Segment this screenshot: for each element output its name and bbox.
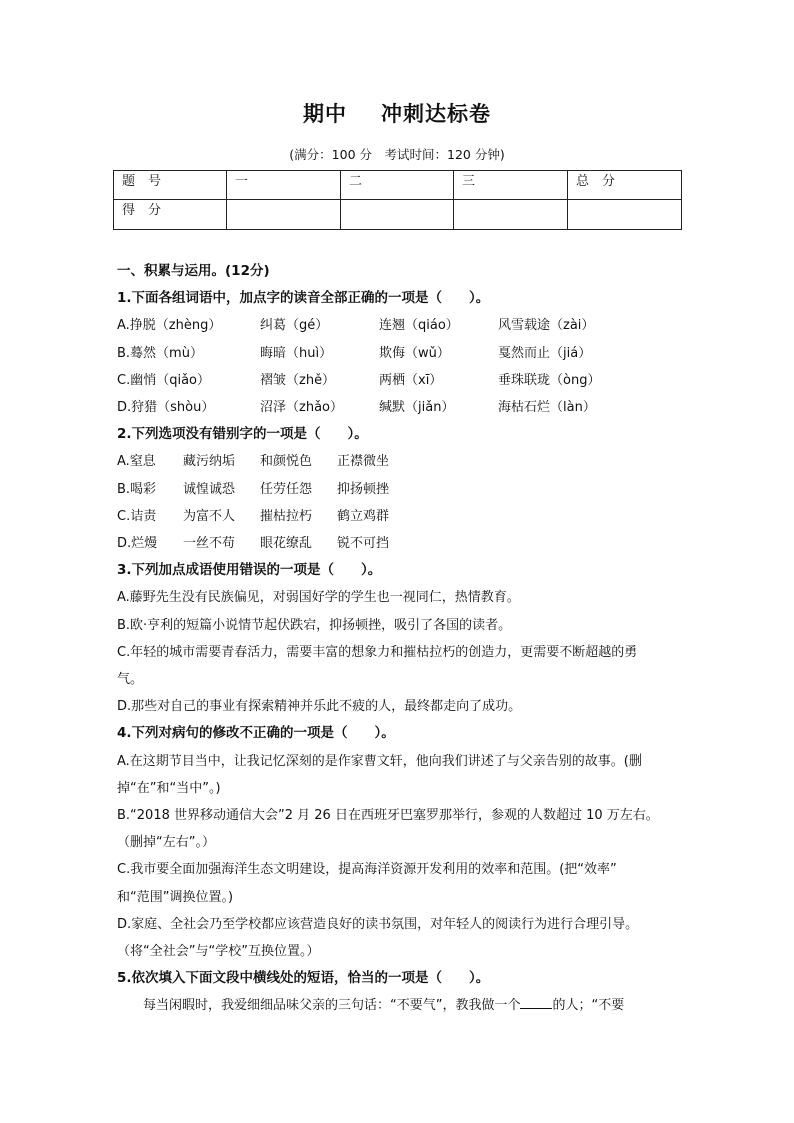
question-1-stem: 1.下面各组词语中，加点字的读音全部正确的一项是（ ）。 (117, 290, 490, 307)
option-word: C.诘责 (117, 508, 157, 524)
question-4-option-a-line-1: A.在这期节目当中，让我记忆深刻的是作家曹文轩，他向我们讲述了与父亲告别的故事。(删 (117, 753, 642, 769)
option-word: 风雪载途（zài） (498, 318, 595, 334)
question-4-option-b-line-2: （删掉“左右”。） (117, 835, 215, 851)
question-1-option-a (117, 312, 687, 339)
option-word: 戛然而止（jiá） (498, 345, 592, 361)
question-2-stem: 2.下列选项没有错别字的一项是（ ）。 (117, 426, 368, 443)
question-1-option-c (117, 367, 687, 394)
question-3-stem: 3.下列加点成语使用错误的一项是（ ）。 (117, 562, 382, 579)
question-4-option-d-line-2: （将“全社会”与“学校”互换位置。） (117, 943, 320, 959)
option-word: 眼花缭乱 (260, 535, 313, 551)
question-4-stem: 4.下列对病句的修改不正确的一项是（ ）。 (117, 725, 395, 742)
option-word: A.挣脱（zhèng） (117, 318, 222, 334)
score-table-header-row (114, 171, 682, 200)
option-word: 垂珠联珑（òng） (498, 372, 601, 388)
exam-title-part-b: 冲刺达标卷 (381, 101, 491, 126)
option-word: 一丝不苟 (183, 535, 236, 551)
exam-subtitle: (满分：100 分 考试时间：120 分钟) (289, 147, 505, 162)
score-cell-part-1: 一 (227, 171, 341, 200)
score-cell-score-label: 得 分 (114, 200, 227, 230)
question-3-option-a: A.藤野先生没有民族偏见，对弱国好学的学生也一视同仁，热情教育。 (117, 590, 520, 606)
option-word: C.幽悄（qiǎo） (117, 372, 210, 388)
option-word: D.狩猎（shòu） (117, 399, 215, 415)
question-2-option-c (117, 503, 687, 530)
question-4-option-c-line-1: C.我市要全面加强海洋生态文明建设，提高海洋资源开发利用的效率和范围。(把“效率” (117, 862, 617, 878)
option-word: 锐不可挡 (337, 535, 390, 551)
option-word: 和颜悦色 (260, 454, 313, 470)
option-word: 藏污纳垢 (183, 454, 236, 470)
option-word: A.窒息 (117, 454, 156, 470)
passage-text-a: 每当闲暇时，我爱细细品味父亲的三句话：“不要气”，教我做一个 (143, 998, 521, 1014)
section-heading: 一、积累与运用。(12分) (117, 263, 270, 279)
option-word: 海枯石烂（làn） (498, 399, 596, 415)
option-word: 为富不人 (183, 508, 236, 524)
score-input-part-2[interactable] (341, 200, 454, 230)
option-word: 褶皱（zhě） (260, 372, 336, 388)
passage-text-b: 的人；“不要 (552, 998, 625, 1014)
score-cell-total: 总 分 (568, 171, 682, 200)
question-2-option-a (117, 448, 687, 475)
option-word: 鹤立鸡群 (337, 508, 390, 524)
exam-title-part-a: 期中 (303, 101, 347, 126)
option-word: B.蓦然（mù） (117, 345, 203, 361)
question-4-option-b-line-1: B.“2018 世界移动通信大会”2 月 26 日在西班牙巴塞罗那举行，参观的人数超过 10 万左右。 (117, 807, 659, 823)
question-2-option-d (117, 530, 687, 557)
option-word: 两栖（xī） (379, 372, 443, 388)
question-3-option-b: B.欧·亨利的短篇小说情节起伏跌宕，抑扬顿挫，吸引了各国的读者。 (117, 617, 512, 633)
option-word: 连翘（qiáo） (379, 318, 459, 334)
question-3-option-c-line-1: C.年轻的城市需要青春活力，需要丰富的想象力和摧枯拉朽的创造力，更需要不断超越的勇 (117, 644, 638, 660)
score-input-part-1[interactable] (227, 200, 341, 230)
option-word: 晦暗（huì） (260, 345, 333, 361)
score-cell-part-3: 三 (454, 171, 568, 200)
option-word: 摧枯拉朽 (260, 508, 313, 524)
question-3-option-c-line-2: 气。 (117, 671, 144, 687)
exam-title (0, 98, 794, 128)
question-1-option-d (117, 394, 687, 421)
question-2-option-b (117, 476, 687, 503)
score-input-part-3[interactable] (454, 200, 568, 230)
option-word: 纠葛（gé） (260, 318, 329, 334)
score-input-total[interactable] (568, 200, 682, 230)
score-table-score-row (114, 200, 682, 230)
question-3-option-d: D.那些对自己的事业有探索精神并乐此不疲的人，最终都走向了成功。 (117, 699, 522, 715)
score-cell-part-2: 二 (341, 171, 454, 200)
question-4-option-d-line-1: D.家庭、全社会乃至学校都应该营造良好的读书氛围，对年轻人的阅读行为进行合理引导。 (117, 916, 639, 932)
question-1-option-b (117, 340, 687, 367)
option-word: 欺侮（wǔ） (379, 345, 450, 361)
option-word: D.烂熳 (117, 535, 158, 551)
option-word: B.喝彩 (117, 481, 157, 497)
score-cell-label: 题 号 (114, 171, 227, 200)
question-4-option-a-line-2: 掉“在”和“当中”。) (117, 780, 221, 796)
option-word: 任劳任怨 (260, 481, 313, 497)
option-word: 正襟微坐 (337, 454, 390, 470)
fill-in-blank[interactable] (520, 994, 552, 1009)
question-5-passage (117, 992, 687, 1019)
option-word: 缄默（jiǎn） (379, 399, 455, 415)
option-word: 诚惶诚恐 (183, 481, 236, 497)
option-word: 沼泽（zhǎo） (260, 399, 343, 415)
question-5-stem: 5.依次填入下面文段中横线处的短语，恰当的一项是（ ）。 (117, 970, 490, 987)
score-table (113, 170, 682, 230)
question-4-option-c-line-2: 和“范围”调换位置。) (117, 889, 234, 905)
option-word: 抑扬顿挫 (337, 481, 390, 497)
exam-content (117, 258, 687, 1020)
